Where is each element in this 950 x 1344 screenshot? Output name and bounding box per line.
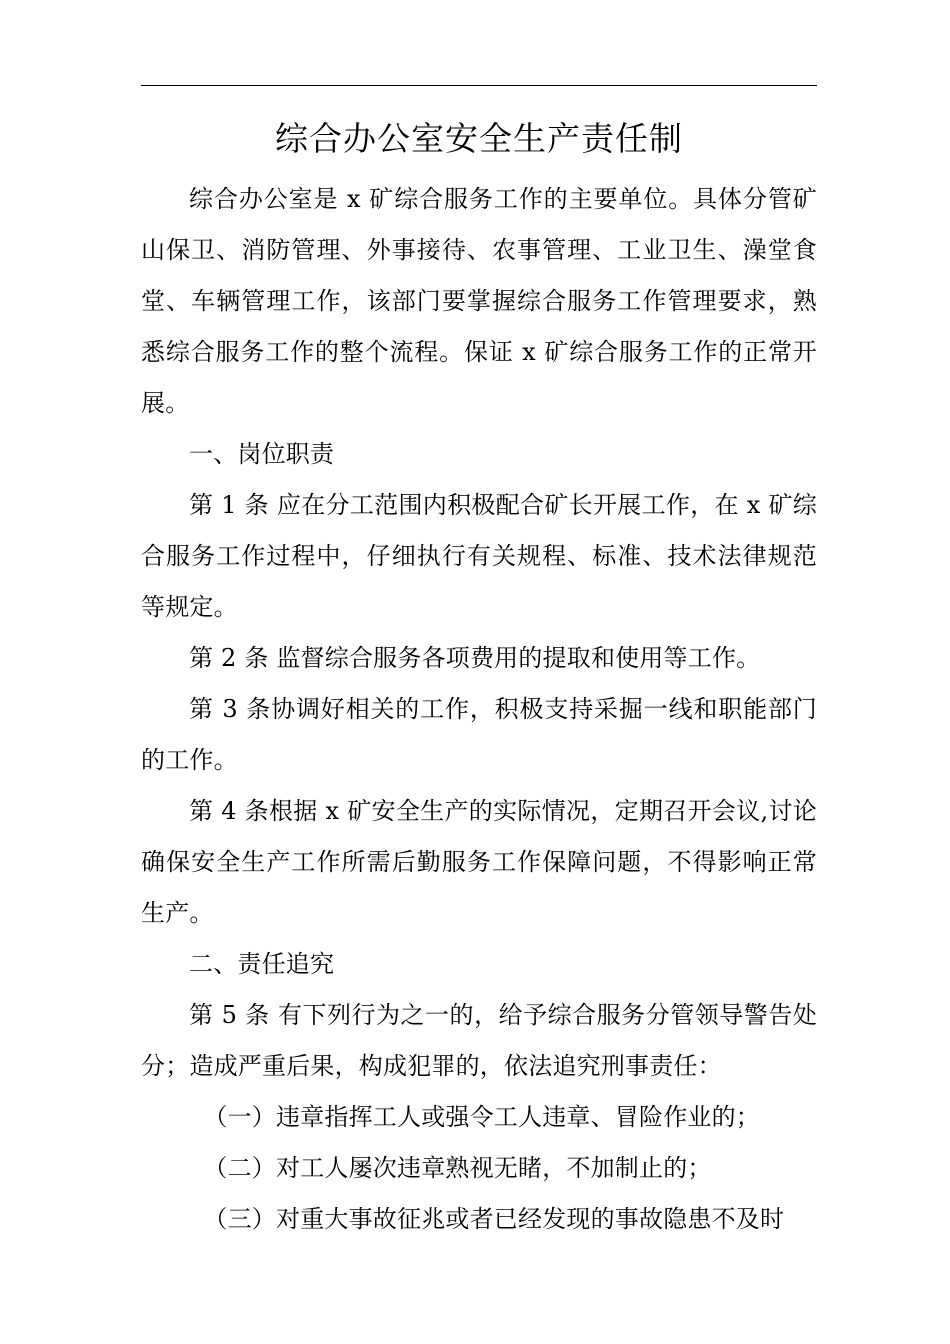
document-body — [141, 174, 817, 1245]
intro-paragraph: 综合办公室是 x 矿综合服务工作的主要单位。具体分管矿山保卫、消防管理、外事接待、农事管理、工业卫生、澡堂食堂、车辆管理工作，该部门要掌握综合服务工作管理要求，熟悉综合服务工作的整个流程。保证 x 矿综合服务工作的正常开展。 — [141, 185, 817, 417]
list-item-2: （二）对工人屡次违章熟视无睹，不加制止的； — [203, 1154, 712, 1182]
article-1: 第 1 条 应在分工范围内积极配合矿长开展工作，在 x 矿综合服务工作过程中，仔细执行有关规程、标准、技术法律规范等规定。 — [141, 491, 817, 621]
header-rule — [141, 85, 817, 86]
list-item-3: （三）对重大事故征兆或者已经发现的事故隐患不及时 — [203, 1205, 785, 1233]
article-5: 第 5 条 有下列行为之一的，给予综合服务分管领导警告处分；造成严重后果，构成犯罪的，依法追究刑事责任： — [141, 1001, 817, 1080]
section-heading-duties: 一、岗位职责 — [189, 440, 335, 468]
article-4: 第 4 条根据 x 矿安全生产的实际情况，定期召开会议,讨论确保安全生产工作所需后勤服务工作保障问题，不得影响正常生产。 — [141, 797, 817, 927]
article-3: 第 3 条协调好相关的工作，积极支持采掘一线和职能部门的工作。 — [141, 695, 817, 774]
article-2: 第 2 条 监督综合服务各项费用的提取和使用等工作。 — [189, 644, 761, 672]
section-heading-accountability: 二、责任追究 — [189, 950, 335, 978]
list-item-1: （一）违章指挥工人或强令工人违章、冒险作业的； — [203, 1103, 760, 1131]
document-title: 综合办公室安全生产责任制 — [275, 119, 683, 158]
